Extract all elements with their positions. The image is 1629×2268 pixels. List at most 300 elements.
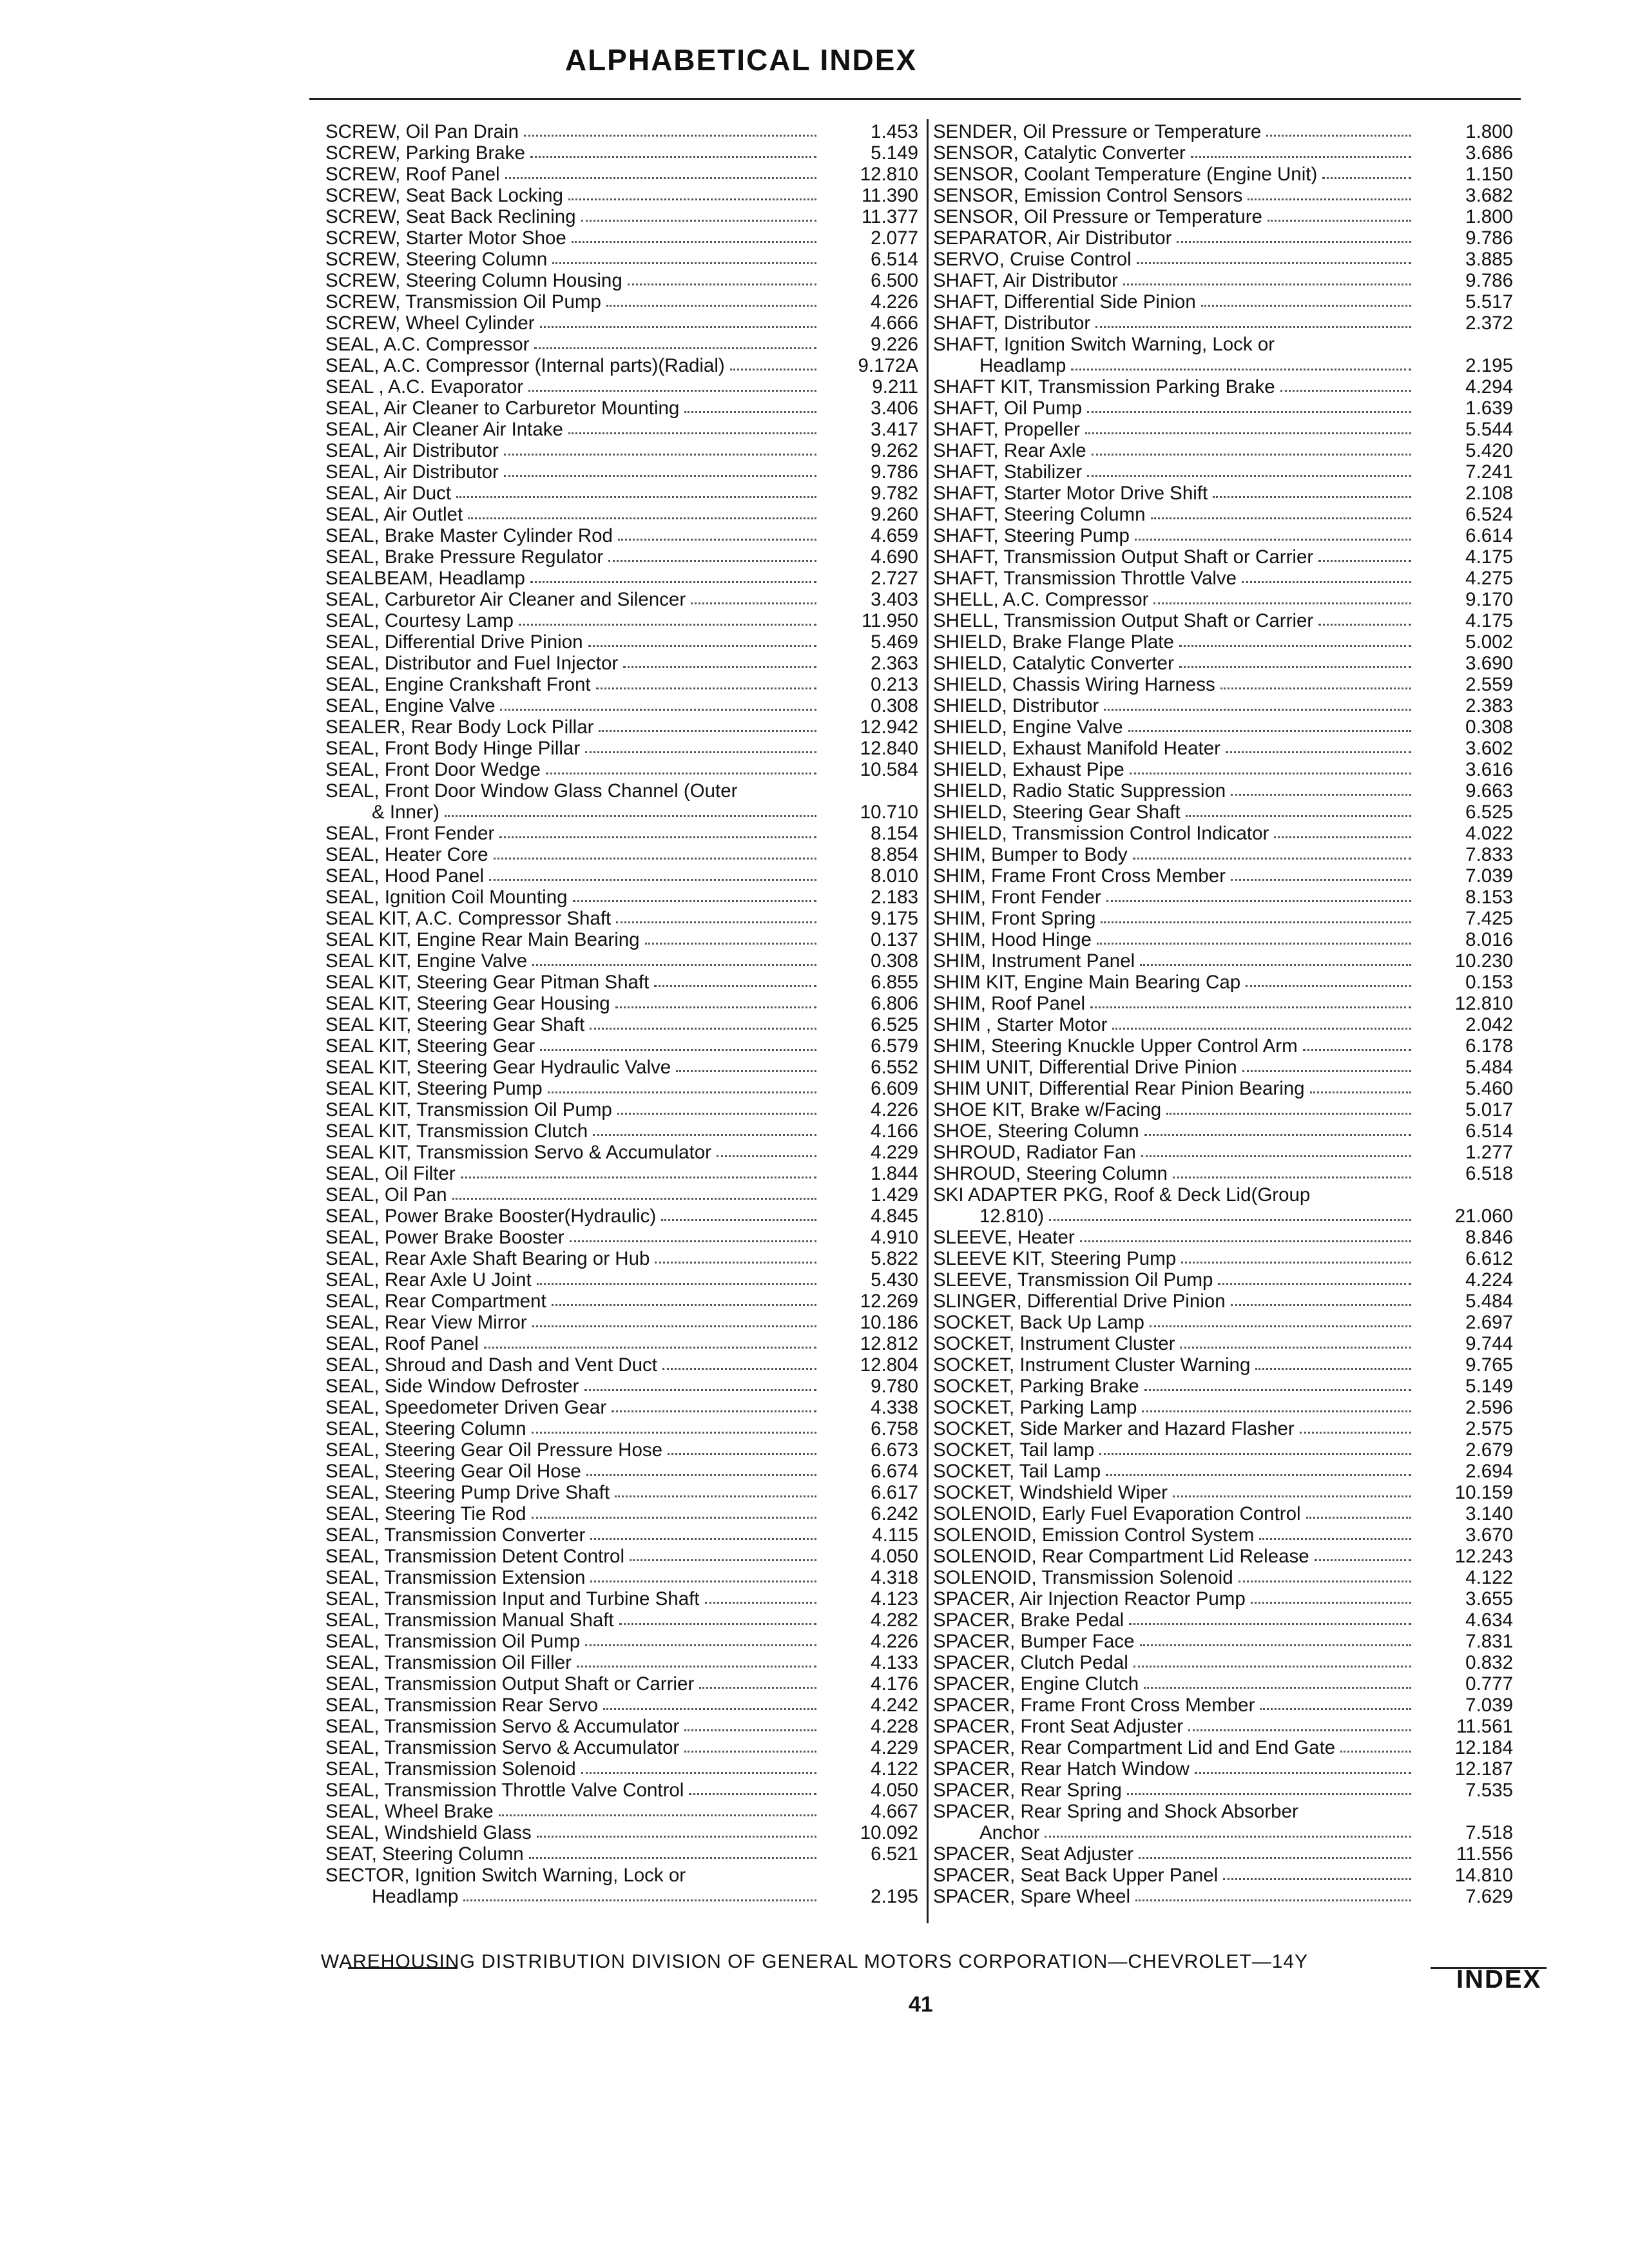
- entry-reference: 7.629: [1465, 1886, 1513, 1907]
- entry-name: SEALBEAM, Headlamp: [325, 568, 525, 589]
- entry-name: SHAFT, Oil Pump: [933, 398, 1083, 419]
- entry-name: SENSOR, Catalytic Converter: [933, 142, 1186, 164]
- entry-name: SEPARATOR, Air Distributor: [933, 227, 1172, 249]
- entry-name: SHIELD, Transmission Control Indicator: [933, 823, 1269, 844]
- entry-reference: 4.122: [871, 1758, 918, 1780]
- entry-name: SEAL, Heater Core: [325, 844, 488, 865]
- entry-name: SEAL, Transmission Output Shaft or Carrier: [325, 1673, 695, 1695]
- entry-name-continued: & Inner): [372, 802, 439, 823]
- dot-leader: [691, 602, 816, 604]
- index-entry: [325, 1758, 918, 1780]
- index-entry: [325, 1035, 918, 1057]
- index-entry: [933, 504, 1513, 525]
- entry-name: SOCKET, Parking Lamp: [933, 1397, 1137, 1418]
- index-entry: [933, 716, 1513, 738]
- entry-reference: 6.521: [871, 1843, 918, 1865]
- index-entry: [325, 227, 918, 249]
- dot-leader: [537, 1283, 816, 1285]
- dot-leader: [1180, 1347, 1411, 1349]
- entry-name: SHAFT, Propeller: [933, 419, 1080, 440]
- index-entry: [933, 249, 1513, 270]
- entry-reference: 4.666: [871, 312, 918, 334]
- index-entry: [325, 334, 918, 355]
- entry-reference: 6.514: [1465, 1120, 1513, 1142]
- entry-reference: 3.616: [1465, 759, 1513, 780]
- index-entry: [933, 1035, 1513, 1057]
- dot-leader: [699, 1687, 816, 1689]
- entry-reference: 3.417: [871, 419, 918, 440]
- dot-leader: [1259, 1538, 1411, 1540]
- entry-name: SEAL, Ignition Coil Mounting: [325, 887, 568, 908]
- index-entry: [933, 1291, 1513, 1312]
- entry-name: SOCKET, Instrument Cluster Warning: [933, 1354, 1251, 1376]
- entry-name: SEAL, Transmission Extension: [325, 1567, 586, 1588]
- entry-name: SEAL, Transmission Solenoid: [325, 1758, 576, 1780]
- index-entry: [325, 291, 918, 312]
- entry-name: SEAL, Front Door Wedge: [325, 759, 541, 780]
- entry-reference: 6.525: [1465, 802, 1513, 823]
- dot-leader: [1306, 1517, 1411, 1519]
- dot-leader: [505, 177, 816, 179]
- entry-name: SHIM, Instrument Panel: [933, 950, 1135, 972]
- entry-reference: 9.765: [1465, 1354, 1513, 1376]
- dot-leader: [456, 496, 816, 498]
- entry-name: SEAL, Front Door Window Glass Channel (Outer: [325, 780, 738, 802]
- entry-reference: 12.812: [860, 1333, 918, 1354]
- index-entry: [933, 950, 1513, 972]
- entry-reference: 4.659: [871, 525, 918, 546]
- index-entry: [933, 865, 1513, 887]
- entry-reference: 6.617: [871, 1482, 918, 1503]
- entry-reference: 4.229: [871, 1142, 918, 1163]
- entry-name: SLEEVE, Transmission Oil Pump: [933, 1269, 1213, 1291]
- dot-leader: [1140, 1644, 1411, 1646]
- index-entry: [325, 270, 918, 291]
- entry-name: SHAFT, Stabilizer: [933, 461, 1083, 483]
- dot-leader: [1220, 687, 1411, 689]
- entry-reference: 6.525: [871, 1014, 918, 1035]
- index-entry: [933, 1610, 1513, 1631]
- index-entry: [325, 589, 918, 610]
- entry-reference: 6.552: [871, 1057, 918, 1078]
- index-entry: [325, 142, 918, 164]
- dot-leader: [1151, 517, 1411, 519]
- entry-reference: 4.224: [1465, 1269, 1513, 1291]
- index-entry: [933, 164, 1513, 185]
- entry-reference: 5.484: [1465, 1291, 1513, 1312]
- entry-name: SHAFT, Transmission Output Shaft or Carrier: [933, 546, 1314, 568]
- dot-leader: [577, 1666, 816, 1667]
- index-entry: [325, 716, 918, 738]
- dot-leader: [1166, 1113, 1411, 1115]
- dot-leader: [603, 1708, 816, 1710]
- index-entry: [325, 887, 918, 908]
- dot-leader: [463, 1899, 816, 1901]
- dot-leader: [532, 1325, 816, 1327]
- left-index-column: [325, 121, 918, 1907]
- entry-name: SCREW, Transmission Oil Pump: [325, 291, 601, 312]
- entry-reference: 11.561: [1456, 1716, 1513, 1737]
- dot-leader: [1049, 1219, 1411, 1221]
- dot-leader: [530, 581, 816, 583]
- entry-name: SHIM , Starter Motor: [933, 1014, 1108, 1035]
- entry-name: SEAL, Windshield Glass: [325, 1822, 532, 1843]
- entry-reference: 7.425: [1465, 908, 1513, 929]
- entry-name: SPACER, Rear Compartment Lid and End Gate: [933, 1737, 1336, 1758]
- entry-reference: 2.596: [1465, 1397, 1513, 1418]
- entry-name: SHAFT, Steering Pump: [933, 525, 1130, 546]
- dot-leader: [546, 773, 816, 774]
- dot-leader: [1141, 1155, 1411, 1157]
- entry-reference: 8.154: [871, 823, 918, 844]
- index-entry: [325, 1843, 918, 1865]
- dot-leader: [1201, 305, 1411, 307]
- entry-reference: 4.338: [871, 1397, 918, 1418]
- dot-leader: [1106, 1474, 1411, 1476]
- index-entry: [325, 653, 918, 674]
- dot-leader: [500, 709, 816, 711]
- entry-name: SHIM UNIT, Differential Drive Pinion: [933, 1057, 1237, 1078]
- entry-name: SPACER, Spare Wheel: [933, 1886, 1131, 1907]
- index-entry: [933, 887, 1513, 908]
- dot-leader: [1318, 560, 1411, 562]
- entry-reference: 3.403: [871, 589, 918, 610]
- index-entry: [933, 1439, 1513, 1461]
- index-entry: [933, 1418, 1513, 1439]
- entry-reference: 9.786: [871, 461, 918, 483]
- index-entry: [325, 1673, 918, 1695]
- entry-name: SHAFT, Rear Axle: [933, 440, 1086, 461]
- entry-reference: 5.469: [871, 631, 918, 653]
- entry-reference: 2.679: [1465, 1439, 1513, 1461]
- index-entry: [933, 1397, 1513, 1418]
- index-entry: [933, 695, 1513, 716]
- index-entry: [933, 121, 1513, 142]
- entry-name: SCREW, Parking Brake: [325, 142, 525, 164]
- entry-name: SOCKET, Parking Brake: [933, 1376, 1139, 1397]
- entry-reference: 4.242: [871, 1695, 918, 1716]
- entry-name: SEAL KIT, Steering Gear: [325, 1035, 535, 1057]
- dot-leader: [1179, 666, 1411, 668]
- entry-name: SEAL KIT, Transmission Oil Pump: [325, 1099, 612, 1120]
- entry-reference: 4.123: [871, 1588, 918, 1610]
- dot-leader: [1045, 1836, 1411, 1838]
- dot-leader: [532, 1432, 816, 1434]
- entry-reference: 4.228: [871, 1716, 918, 1737]
- entry-name: SHROUD, Steering Column: [933, 1163, 1168, 1184]
- dot-leader: [1101, 921, 1411, 923]
- entry-reference: 0.777: [1465, 1673, 1513, 1695]
- entry-reference: 5.517: [1465, 291, 1513, 312]
- index-entry: [933, 823, 1513, 844]
- entry-name: SHIM, Frame Front Cross Member: [933, 865, 1226, 887]
- entry-reference: 3.682: [1465, 185, 1513, 206]
- entry-reference: 1.150: [1465, 164, 1513, 185]
- entry-reference: 6.758: [871, 1418, 918, 1439]
- dot-leader: [484, 1347, 816, 1349]
- dot-leader: [1191, 156, 1411, 158]
- entry-name: SOLENOID, Early Fuel Evaporation Control: [933, 1503, 1301, 1524]
- index-entry: [933, 334, 1513, 376]
- dot-leader: [1248, 198, 1411, 200]
- entry-name: SHELL, Transmission Output Shaft or Carrier: [933, 610, 1314, 631]
- index-entry: [325, 908, 918, 929]
- index-entry: [325, 993, 918, 1014]
- index-entry: [325, 1163, 918, 1184]
- dot-leader: [1231, 794, 1411, 796]
- entry-name: SEAL, Front Fender: [325, 823, 495, 844]
- index-entry: [325, 164, 918, 185]
- entry-name: SKI ADAPTER PKG, Roof & Deck Lid(Group: [933, 1184, 1311, 1206]
- entry-name: SHOE KIT, Brake w/Facing: [933, 1099, 1162, 1120]
- dot-leader: [689, 1793, 816, 1795]
- entry-reference: 2.195: [871, 1886, 918, 1907]
- entry-reference: 11.390: [861, 185, 918, 206]
- index-entry: [325, 1546, 918, 1567]
- dot-leader: [489, 879, 816, 881]
- dot-leader: [1303, 1049, 1411, 1051]
- dot-leader: [590, 1538, 816, 1540]
- entry-name: SEAL, Hood Panel: [325, 865, 484, 887]
- entry-reference: 9.262: [871, 440, 918, 461]
- entry-reference: 6.673: [871, 1439, 918, 1461]
- index-entry: [325, 440, 918, 461]
- entry-reference: 0.137: [871, 929, 918, 950]
- entry-name-continued: Anchor: [979, 1822, 1040, 1843]
- dot-leader: [1188, 1729, 1411, 1731]
- dot-leader: [461, 1177, 816, 1178]
- index-entry: [933, 908, 1513, 929]
- entry-reference: 9.172A: [858, 355, 918, 376]
- entry-reference: 7.039: [1465, 865, 1513, 887]
- index-entry: [933, 568, 1513, 589]
- entry-reference: 1.800: [1465, 121, 1513, 142]
- entry-reference: 9.663: [1465, 780, 1513, 802]
- index-entry: [933, 1758, 1513, 1780]
- dot-leader: [537, 1836, 816, 1838]
- entry-name: SLEEVE KIT, Steering Pump: [933, 1248, 1177, 1269]
- dot-leader: [654, 985, 816, 987]
- index-entry: [933, 1227, 1513, 1248]
- entry-name: SPACER, Seat Adjuster: [933, 1843, 1133, 1865]
- dot-leader: [612, 1410, 816, 1412]
- dot-leader: [1251, 1602, 1411, 1604]
- index-entry: [325, 950, 918, 972]
- entry-reference: 4.226: [871, 291, 918, 312]
- entry-name: SPACER, Bumper Face: [933, 1631, 1135, 1652]
- dot-leader: [662, 1368, 816, 1370]
- entry-name: SLINGER, Differential Drive Pinion: [933, 1291, 1226, 1312]
- dot-leader: [1150, 1325, 1411, 1327]
- entry-reference: 12.840: [860, 738, 918, 759]
- entry-reference: 12.184: [1454, 1737, 1513, 1758]
- entry-reference: 4.175: [1465, 546, 1513, 568]
- entry-reference: 0.308: [871, 695, 918, 716]
- entry-name: SCREW, Seat Back Reclining: [325, 206, 576, 227]
- entry-name: SEAL KIT, Steering Gear Shaft: [325, 1014, 585, 1035]
- dot-leader: [1300, 1432, 1411, 1434]
- entry-reference: 9.786: [1465, 227, 1513, 249]
- dot-leader: [568, 198, 816, 200]
- dot-leader: [540, 1049, 816, 1051]
- index-entry: [325, 738, 918, 759]
- dot-leader: [1318, 624, 1411, 626]
- entry-name: SEAL, Rear Axle Shaft Bearing or Hub: [325, 1248, 650, 1269]
- entry-reference: 11.377: [861, 206, 918, 227]
- entry-name: SHAFT, Air Distributor: [933, 270, 1118, 291]
- dot-leader: [630, 1559, 816, 1561]
- dot-leader: [1213, 496, 1411, 498]
- dot-leader: [568, 432, 816, 434]
- entry-name: SCREW, Wheel Cylinder: [325, 312, 535, 334]
- index-entry: [325, 1269, 918, 1291]
- entry-name: SHIM KIT, Engine Main Bearing Cap: [933, 972, 1241, 993]
- index-entry: [325, 1333, 918, 1354]
- entry-reference: 9.170: [1465, 589, 1513, 610]
- entry-reference: 0.832: [1465, 1652, 1513, 1673]
- dot-leader: [1071, 369, 1411, 370]
- entry-reference: 10.092: [860, 1822, 918, 1843]
- entry-name: SPACER, Rear Spring and Shock Absorber: [933, 1801, 1298, 1822]
- entry-name: SPACER, Rear Hatch Window: [933, 1758, 1190, 1780]
- index-entry: [933, 589, 1513, 610]
- entry-reference: 8.153: [1465, 887, 1513, 908]
- index-entry: [933, 185, 1513, 206]
- index-entry: [933, 1120, 1513, 1142]
- dot-leader: [1080, 1240, 1411, 1242]
- dot-leader: [1130, 773, 1411, 774]
- index-entry: [325, 1652, 918, 1673]
- entry-name: SENSOR, Emission Control Sensors: [933, 185, 1243, 206]
- dot-leader: [585, 1644, 816, 1646]
- index-entry: [325, 1822, 918, 1843]
- entry-name: SPACER, Air Injection Reactor Pump: [933, 1588, 1246, 1610]
- dot-leader: [552, 1304, 816, 1306]
- index-entry: [325, 823, 918, 844]
- index-entry: [325, 1482, 918, 1503]
- index-entry: [933, 291, 1513, 312]
- index-entry: [933, 1801, 1513, 1843]
- index-entry: [933, 1163, 1513, 1184]
- entry-reference: 4.845: [871, 1206, 918, 1227]
- entry-name: SENSOR, Coolant Temperature (Engine Unit): [933, 164, 1318, 185]
- entry-name: SCREW, Seat Back Locking: [325, 185, 563, 206]
- entry-reference: 4.226: [871, 1099, 918, 1120]
- entry-name: SEAL, Transmission Throttle Valve Control: [325, 1780, 684, 1801]
- entry-name: SEAL, Transmission Detent Control: [325, 1546, 625, 1567]
- entry-name: SEAL, Steering Gear Oil Pressure Hose: [325, 1439, 663, 1461]
- dot-leader: [1135, 1899, 1411, 1901]
- entry-reference: 4.176: [871, 1673, 918, 1695]
- entry-name: SPACER, Frame Front Cross Member: [933, 1695, 1255, 1716]
- index-entry: [325, 376, 918, 398]
- dot-leader: [588, 645, 816, 647]
- entry-reference: 12.810: [1454, 993, 1513, 1014]
- index-entry: [933, 1843, 1513, 1865]
- entry-reference: 2.694: [1465, 1461, 1513, 1482]
- index-entry: [933, 738, 1513, 759]
- dot-leader: [1092, 454, 1411, 456]
- dot-leader: [1218, 1283, 1411, 1285]
- entry-reference: 4.050: [871, 1780, 918, 1801]
- dot-leader: [532, 1517, 816, 1519]
- page-title: ALPHABETICAL INDEX: [564, 43, 918, 77]
- dot-leader: [1095, 326, 1411, 328]
- entry-name: SECTOR, Ignition Switch Warning, Lock or: [325, 1865, 686, 1886]
- index-entry: [933, 653, 1513, 674]
- entry-reference: 7.518: [1465, 1822, 1513, 1843]
- dot-leader: [717, 1155, 816, 1157]
- entry-reference: 9.226: [871, 334, 918, 355]
- index-entry: [325, 695, 918, 716]
- entry-name: SOLENOID, Rear Compartment Lid Release: [933, 1546, 1309, 1567]
- entry-name: SEAL, Steering Tie Rod: [325, 1503, 526, 1524]
- index-entry: [325, 1461, 918, 1482]
- index-entry: [325, 1142, 918, 1163]
- entry-name: SOLENOID, Transmission Solenoid: [933, 1567, 1233, 1588]
- entry-name: SEAL, Air Cleaner Air Intake: [325, 419, 563, 440]
- dot-leader: [494, 858, 816, 860]
- entry-name: SEAL, Engine Crankshaft Front: [325, 674, 591, 695]
- dot-leader: [596, 687, 816, 689]
- entry-reference: 0.213: [871, 674, 918, 695]
- dot-leader: [1144, 1134, 1411, 1136]
- index-entry: [933, 546, 1513, 568]
- entry-reference: 4.226: [871, 1631, 918, 1652]
- dot-leader: [528, 390, 816, 392]
- dot-leader: [1144, 1687, 1411, 1689]
- dot-leader: [452, 1198, 816, 1200]
- dot-leader: [608, 560, 816, 562]
- entry-name: SEAL, Engine Valve: [325, 695, 496, 716]
- entry-reference: 4.690: [871, 546, 918, 568]
- index-entry: [933, 1482, 1513, 1503]
- entry-name: SEAL, Power Brake Booster: [325, 1227, 564, 1248]
- entry-reference: 3.686: [1465, 142, 1513, 164]
- dot-leader: [1322, 177, 1411, 179]
- entry-name: SEAL, Steering Column: [325, 1418, 526, 1439]
- entry-reference: 10.186: [860, 1312, 918, 1333]
- entry-reference: 2.383: [1465, 695, 1513, 716]
- dot-leader: [573, 900, 816, 902]
- entry-reference: 10.230: [1454, 950, 1513, 972]
- dot-leader: [1129, 1623, 1411, 1625]
- index-entry: [933, 972, 1513, 993]
- entry-name: SLEEVE, Heater: [933, 1227, 1075, 1248]
- dot-leader: [548, 1091, 816, 1093]
- entry-name: SEAL, Steering Gear Oil Hose: [325, 1461, 581, 1482]
- dot-leader: [524, 135, 816, 137]
- entry-name: SEAL , A.C. Evaporator: [325, 376, 524, 398]
- entry-name: SEAT, Steering Column: [325, 1843, 524, 1865]
- index-entry: [325, 1737, 918, 1758]
- index-entry: [325, 398, 918, 419]
- index-entry: [933, 1737, 1513, 1758]
- index-entry: [933, 1184, 1513, 1227]
- entry-name: SEAL, Rear View Mirror: [325, 1312, 527, 1333]
- entry-name: SEAL, Transmission Input and Turbine Shaft: [325, 1588, 700, 1610]
- entry-reference: 7.241: [1465, 461, 1513, 483]
- index-entry: [325, 1588, 918, 1610]
- dot-leader: [1177, 241, 1411, 243]
- index-entry: [325, 610, 918, 631]
- entry-name: SEAL, Distributor and Fuel Injector: [325, 653, 619, 674]
- dot-leader: [519, 624, 816, 626]
- entry-reference: 8.010: [871, 865, 918, 887]
- index-entry: [325, 1503, 918, 1524]
- entry-name: SEAL, Transmission Servo & Accumulator: [325, 1716, 680, 1737]
- entry-name: SCREW, Starter Motor Shoe: [325, 227, 566, 249]
